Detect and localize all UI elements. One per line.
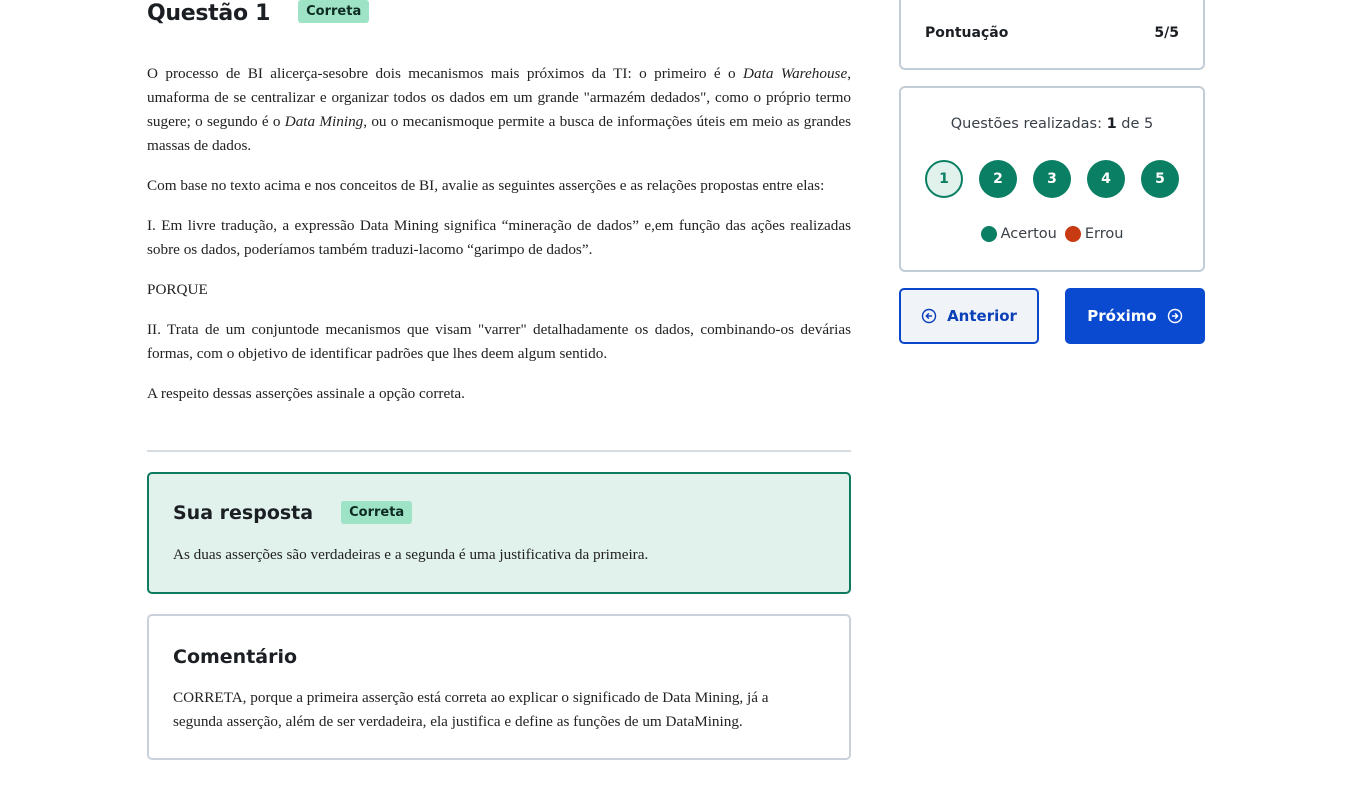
- statement-emphasis: Data Warehouse: [743, 65, 848, 82]
- arrow-right-circle-icon: [1167, 308, 1183, 324]
- statement-text: , umaforma de se centralizar e organizar todos os dados em um grande "armazém dedados", como o próprio termo sugere; o segundo é o: [147, 65, 851, 130]
- statement-paragraph-2: Com base no texto acima e nos conceitos de BI, avalie as seguintes asserções e as relações propostas entre elas:: [147, 177, 825, 194]
- question-header: [147, 0, 851, 28]
- your-answer-title: Sua resposta: [173, 501, 314, 524]
- question-navigator: [925, 160, 1179, 198]
- question-statement: [147, 62, 851, 406]
- question-circle-1[interactable]: 1: [925, 160, 963, 198]
- statement-paragraph-6: A respeito dessas asserções assinale a opção correta.: [147, 385, 465, 402]
- done-count: 1: [1106, 116, 1117, 132]
- answer-status-badge: Correta: [341, 501, 412, 524]
- next-button[interactable]: [1065, 288, 1205, 344]
- legend-wrong-label: Errou: [1084, 226, 1124, 242]
- progress-card: [899, 86, 1205, 272]
- score-value: 5/5: [1154, 25, 1179, 41]
- done-suffix: de 5: [1116, 116, 1154, 132]
- question-status-badge: Correta: [298, 0, 369, 23]
- previous-button[interactable]: [899, 288, 1039, 344]
- your-answer-card: [147, 472, 851, 594]
- statement-text: , ou o mecanismoque permite a busca de informações úteis em meio as grandes massas de dados.: [147, 113, 852, 154]
- comment-text: CORRETA, porque a primeira asserção está correta ao explicar o significado de Data Mining, já a segunda asserção, além de ser verdadeira, ela justifica e define as funções de um DataMining.: [173, 689, 769, 730]
- score-card: [899, 0, 1205, 70]
- next-button-label: Próximo: [1087, 307, 1157, 325]
- question-main: [147, 0, 852, 730]
- statement-paragraph-3: I. Em livre tradução, a expressão Data Mining significa “mineração de dados” e,em função das ações realizadas sobre os dados, poderíamos também traduzi-lacomo “garimpo de dados”.: [147, 217, 851, 258]
- section-divider: [147, 450, 851, 452]
- question-circle-5[interactable]: 5: [1141, 160, 1179, 198]
- statement-text: O processo de BI alicerça-sesobre dois mecanismos mais próximos da TI: o primeiro é o: [147, 65, 744, 82]
- comment-card: [147, 614, 851, 760]
- legend-correct-label: Acertou: [1000, 226, 1057, 242]
- previous-button-label: Anterior: [947, 307, 1017, 325]
- statement-paragraph-5: II. Trata de um conjuntode mecanismos que visam "varrer" detalhadamente os dados, combinando-os devárias formas, com o objetivo de identificar padrões que lhes deem algum sentido.: [147, 321, 851, 362]
- arrow-left-circle-icon: [921, 308, 937, 324]
- score-label: Pontuação: [925, 25, 1009, 41]
- legend-item-correct: [981, 226, 1057, 242]
- your-answer-header: [173, 501, 412, 524]
- wrong-dot-icon: [1065, 226, 1081, 242]
- done-prefix: Questões realizadas:: [950, 116, 1107, 132]
- legend-item-wrong: [1065, 226, 1124, 242]
- questions-done-text: [901, 116, 1203, 132]
- statement-paragraph-4: PORQUE: [147, 281, 208, 298]
- question-title: Questão 1: [147, 0, 271, 26]
- statement-paragraph-1: [147, 62, 851, 158]
- your-answer-text: As duas asserções são verdadeiras e a segunda é uma justificativa da primeira.: [173, 546, 649, 563]
- correct-dot-icon: [981, 226, 997, 242]
- question-circle-4[interactable]: 4: [1087, 160, 1125, 198]
- statement-emphasis: Data Mining: [284, 113, 364, 130]
- result-legend: [901, 226, 1203, 242]
- question-circle-3[interactable]: 3: [1033, 160, 1071, 198]
- comment-title: Comentário: [173, 646, 298, 668]
- question-circle-2[interactable]: 2: [979, 160, 1017, 198]
